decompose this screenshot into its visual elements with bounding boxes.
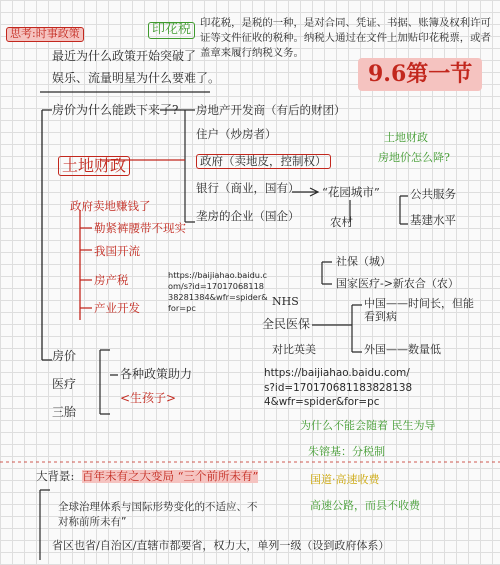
compare-uk-us: 对比英美 [272,343,316,356]
universal-insurance: 全民医保 [262,317,311,331]
policy-medical: 医疗 [52,377,77,391]
admin-level-note: 省区也省/自治区/直辖市都要省，权力大，单列一级（设到政府体系） [52,539,390,552]
land-finance-tag: 土地财政 [58,156,130,176]
cause-government: 政府（卖地皮，控制权） [196,154,331,169]
question-policy: 最近为什么政策开始突破了 [52,49,197,63]
global-governance: 全球治理体系与国际形势变化的不适应、不对称前所未有” [58,501,258,529]
cause-developer: 房地产开发商（有后的财团） [196,103,346,117]
thinking-tag: 思考:时事政策 [6,27,84,42]
sub-open-source: 我国开流 [94,244,140,258]
question-celebrity: 娱乐、流量明星为什么要难了。 [52,71,221,85]
policy-housing: 房价 [52,349,77,363]
sub-industry-dev: 产业开发 [94,301,140,315]
watermark-url-large: https://baijiahao.baidu.com/s?id=1701706811838281384&wfr=spider&for=pc [264,367,413,409]
foreign-comparison: 外国——数量低 [364,343,441,356]
social-insurance: 社保（城） [336,255,391,268]
have-kids: <生孩子> [120,391,177,405]
medical-merge: 国家医疗->新农合（农） [336,277,459,290]
infrastructure-level: 基建水平 [410,213,456,227]
nhs-label: NHS [272,295,299,308]
watermark-url-small: https://baijiahao.baidu.com/s?id=1701706811838281384&wfr=spider&for=pc [168,270,268,314]
policy-third-child: 三胎 [52,405,77,419]
housing-question: 房价为什么能跌下来了? [52,103,179,117]
green-note-land-finance: 土地财政 [384,131,428,144]
countryside: 农村 [330,215,353,229]
green-note-price: 房地价怎么降? [378,151,450,164]
policy-measures: 各种政策助力 [120,367,193,381]
right-note-4: 高速公路，而县不收费 [310,499,420,512]
cause-enterprise: 垄房的企业（国企） [196,209,300,223]
century-change: 百年未有之大变局 “三个前所未有” [82,469,259,483]
gov-money-note: 政府卖地赚钱了 [70,199,151,213]
right-note-1: 为什么不能会随着 民生为导 [300,419,436,432]
china-comparison: 中国——时间长，但能看到病 [364,297,474,323]
cause-bank: 银行（商业，国有） [196,181,300,195]
background-label: 大背景: [36,469,75,483]
sub-tighten-belt: 勒紧裤腰带不现实 [94,221,186,235]
stamp-tax-tag: 印花税 [148,22,195,39]
right-note-2: 朱镕基：分税制 [308,445,385,458]
lesson-date: 9.6第一节 [358,58,482,91]
garden-city: “花园城市” [322,185,380,199]
public-service: 公共服务 [410,187,456,201]
sub-property-tax: 房产税 [94,273,129,287]
cause-buyers: 住户（炒房者） [196,127,277,141]
right-note-3: 国道·高速收费 [310,473,380,486]
stamp-tax-definition: 印花税，是税的一种，是对合同、凭证、书据、账簿及权利许可证等文件征收的税种。纳税人通过在文件上加贴印花税票，或者盖章来履行纳税义务。 [200,17,491,60]
